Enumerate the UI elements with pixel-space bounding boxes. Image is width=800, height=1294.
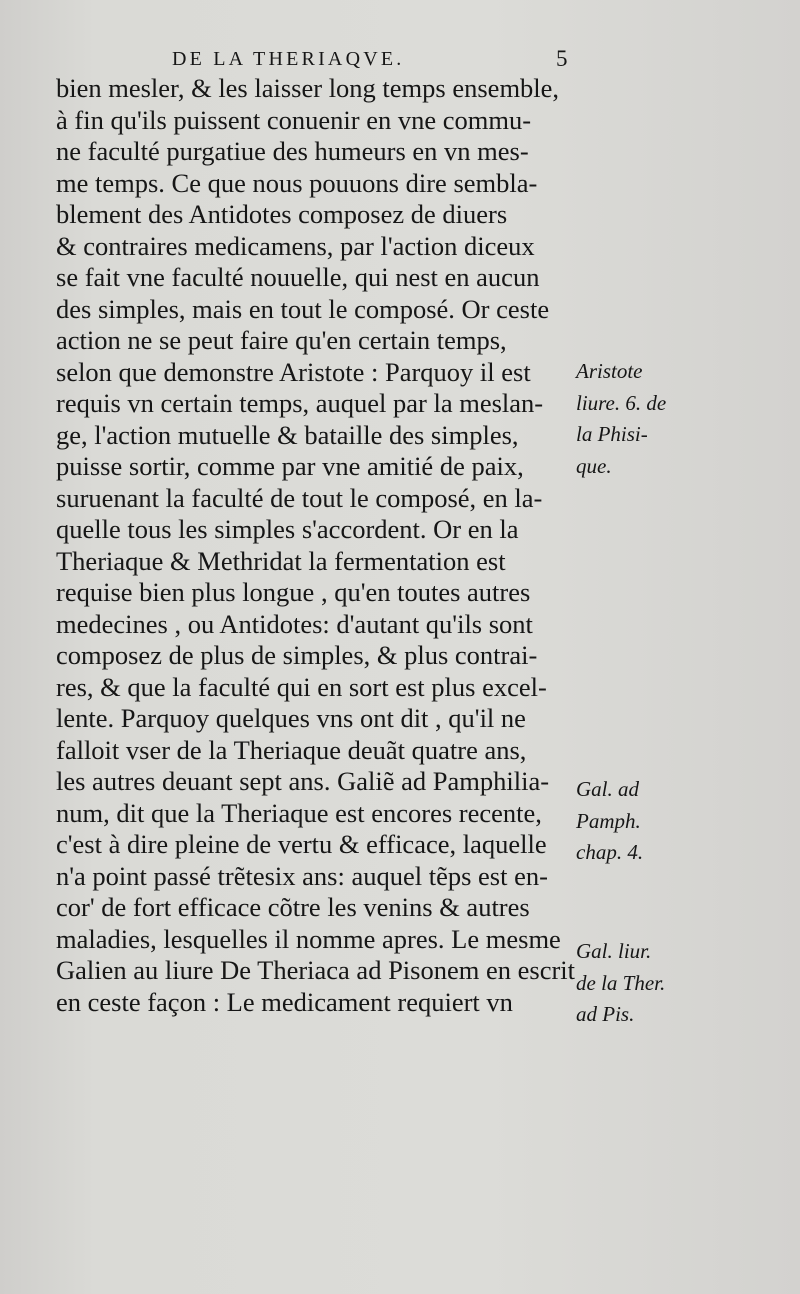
margin-note-gal-pamph [576,774,643,869]
text-line: se fait vne faculté nouuelle, qui nest en aucun [56,262,540,292]
text-line: ne faculté purgatiue des humeurs en vn mes- [56,136,529,166]
margin-note-line: ad Pis. [576,1002,635,1026]
text-line: suruenant la faculté de tout le composé, en la- [56,482,543,513]
page-number: 5 [556,46,568,71]
text-line: me temps. Ce que nous pouuons dire sembla- [56,167,538,198]
margin-note-gal-ther [576,936,665,1031]
text-line: cor' de fort efficace cõtre les venins & autres [56,892,530,922]
text-line: c'est à dire pleine de vertu & efficace, laquelle [56,829,547,859]
text-line: des simples, mais en tout le composé. Or ceste [56,293,550,324]
text-line: Theriaque & Methridat la fermentation est [56,545,506,576]
text-line: blement des Antidotes composez de diuers [56,199,508,229]
text-line: en ceste façon : Le medicament requiert vn [56,986,513,1017]
margin-note-line: la Phisi- [576,422,648,446]
margin-note-line: Aristote [576,359,643,383]
text-line: requis vn certain temps, auquel par la meslan- [56,388,544,418]
text-line: à fin qu'ils puissent conuenir en vne commu- [56,104,532,135]
text-line: n'a point passé trẽtesix ans: auquel tẽps est en- [56,860,548,891]
text-line: maladies, lesquelles il nomme apres. Le mesme [56,923,561,954]
text-line: requise bien plus longue , qu'en toutes autres [56,577,531,607]
text-line: composez de plus de simples, & plus contrai- [56,640,538,670]
margin-note-line: de la Ther. [576,970,666,995]
text-line: puisse sortir, comme par vne amitié de paix, [56,451,524,481]
margin-note-aristote [576,356,666,482]
text-line: ge, l'action mutuelle & bataille des simples, [56,419,519,450]
margin-note-line: Pamph. [576,808,641,833]
text-line: Galien au liure De Theriaca ad Pisonem en escrit [56,955,576,985]
text-line: les autres deuant sept ans. Galiẽ ad Pamphilia- [56,766,550,796]
text-line: action ne se peut faire qu'en certain temps, [56,325,507,355]
text-line: lente. Parquoy quelques vns ont dit , qu'il ne [56,703,526,733]
text-line: falloit vser de la Theriaque deuãt quatre ans, [56,734,527,765]
running-title: DE LA THERIAQVE. [172,48,405,70]
margin-note-line: Gal. ad [576,777,639,801]
main-text-block [56,73,576,1018]
margin-note-line: Gal. liur. [576,939,652,963]
text-line: res, & que la faculté qui en sort est plus excel- [56,671,547,702]
margin-note-line: que. [576,453,612,478]
text-line: quelle tous les simples s'accordent. Or en la [56,514,519,544]
margin-note-line: chap. 4. [576,840,644,864]
text-line: medecines , ou Antidotes: d'autant qu'ils sont [56,608,533,639]
text-line: bien mesler, & les laisser long temps ensemble, [56,73,560,103]
text-line: num, dit que la Theriaque est encores recente, [56,797,542,828]
margin-note-line: liure. 6. de [576,390,667,415]
text-line: & contraires medicamens, par l'action diceux [56,230,535,261]
page-header [0,46,800,76]
text-line: selon que demonstre Aristote : Parquoy il est [56,356,531,387]
